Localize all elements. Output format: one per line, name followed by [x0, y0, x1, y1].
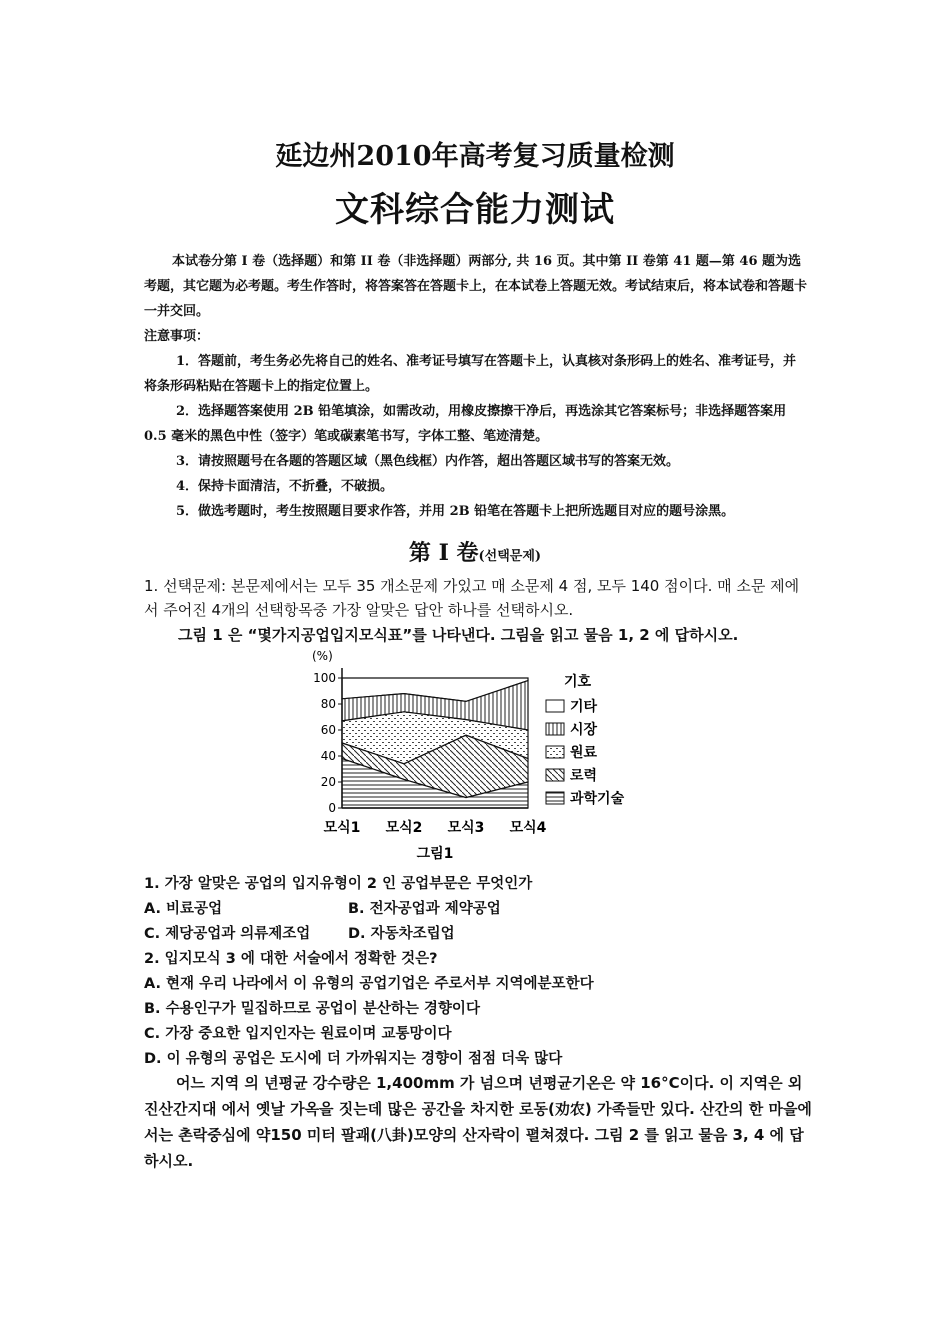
legend-swatch: [546, 769, 564, 781]
exam-title: 延边州2010年高考复习质量检测: [275, 141, 675, 172]
y-tick-label: 0: [328, 801, 336, 815]
section2-paragraph: 어느 지역 의 년평균 강수량은 1,400mm 가 넘으며 년평균기온은 약 16°C이다. 이 지역은 외진산간지대 에서 옛날 가옥을 짓는데 많은 공간을 차지한 로동(劝农) 가족들만 있다. 산간의 한 마을에서는 촌락중심에 약150 미터 팔괘(八卦)모양의 산자락이 펼쳐졌다. 그림 2 를 읽고 물음 3, 4 에 답하시오.: [144, 1074, 812, 1170]
note-item: 3．请按照题号在各题的答题区域（黑色线框）内作答，超出答题区域书写的答案无效。: [176, 454, 680, 469]
q1-option-d: D. 자동차조립업: [348, 926, 455, 942]
note-item: 2．选择题答案使用 2B 铅笔填涂，如需改动，用橡皮擦擦干净后，再选涂其它答案标号；非选择题答案用 0.5 毫米的黑色中性（签字）笔或碳素笔书写，字体工整、笔迹清楚。: [144, 404, 787, 444]
legend-swatch: [546, 723, 564, 735]
x-tick-label: 모식1: [323, 820, 361, 836]
legend-label: 원료: [570, 745, 598, 761]
chart-title: 그림1: [416, 846, 454, 862]
exam-subject: 文科综合能力测试: [335, 190, 615, 230]
x-tick-label: 모식2: [385, 820, 423, 836]
q1-option-c: C. 제당공업과 의류제조업: [144, 926, 311, 942]
question-1-stem: 1. 가장 알맞은 공업의 입지유형이 2 인 공업부문은 무엇인가: [144, 876, 533, 892]
legend-title: 기호: [564, 674, 592, 690]
legend-swatch: [546, 746, 564, 758]
x-tick-label: 모식3: [447, 820, 485, 836]
q2-option-a: A. 현재 우리 나라에서 이 유형의 공업기업은 주로서부 지역에분포한다: [144, 976, 594, 992]
q1-option-a: A. 비료공업: [144, 901, 223, 917]
y-tick-label: 100: [313, 671, 336, 685]
note-item: 1．答题前，考生务必先将自己的姓名、准考证号填写在答题卡上，认真核对条形码上的姓名、准考证号，并将条形码粘贴在答题卡上的指定位置上。: [144, 354, 797, 394]
legend-label: 로력: [570, 768, 598, 784]
figure-lead: 그림 1 은 “몇가지공업입지모식표”를 나타낸다. 그림을 읽고 물음 1, 2 에 답하시오.: [178, 626, 739, 644]
question-2-stem: 2. 입지모식 3 에 대한 서술에서 정확한 것은?: [144, 951, 438, 967]
note-item: 4．保持卡面清洁，不折叠，不破损。: [176, 479, 394, 494]
section-intro-text: 1. 선택문제: 본문제에서는 모두 35 개소문제 가있고 매 소문제 4 점, 모두 140 점이다. 매 소문 제에서 주어진 4개의 선택항목중 가장 알맞은 답안 하나를 선택하시오.: [144, 577, 800, 619]
y-tick-label: 60: [320, 723, 336, 737]
y-tick-label: 40: [320, 749, 336, 763]
instructions: [144, 249, 808, 524]
q2-option-d: D. 이 유형의 공업은 도시에 더 가까워지는 경향이 점점 더욱 많다: [144, 1051, 563, 1067]
q1-option-b: B. 전자공업과 제약공업: [348, 901, 501, 917]
legend-label: 기타: [570, 699, 598, 715]
section-intro: [144, 574, 810, 622]
y-axis-label: (%): [312, 649, 333, 663]
industry-location-chart: [300, 648, 660, 862]
notice-label: 注意事项：: [144, 329, 210, 344]
legend-label: 시장: [570, 722, 598, 738]
note-item: 5．做选考题时，考生按照题目要求作答，并用 2B 铅笔在答题卡上把所选题目对应的题号涂黑。: [176, 504, 735, 519]
y-tick-label: 20: [320, 775, 336, 789]
legend-label: 과학기술: [570, 791, 625, 807]
q2-option-c: C. 가장 중요한 입지인자는 원료이며 교통망이다: [144, 1026, 452, 1042]
q2-option-b: B. 수용인구가 밀집하므로 공업이 분산하는 경향이다: [144, 1001, 480, 1017]
part-title: [0, 536, 950, 567]
section2: [144, 1070, 812, 1174]
legend-swatch: [546, 700, 564, 712]
intro-paragraph: 本试卷分第 I 卷（选择题）和第 II 卷（非选择题）两部分, 共 16 页。其中第 II 卷第 41 题—第 46 题为选考题，其它题为必考题。考生作答时，将答案答在答题卡上，在本试卷上答题无效。考试结束后，将本试卷和答题卡一并交回。: [144, 254, 808, 319]
questions-block: [144, 872, 810, 1072]
part-title-main: 第 I 卷: [408, 540, 479, 566]
y-tick-label: 80: [320, 697, 336, 711]
x-tick-label: 모식4: [509, 820, 547, 836]
legend-swatch: [546, 792, 564, 804]
part-title-sub: (선택문제): [478, 549, 542, 564]
